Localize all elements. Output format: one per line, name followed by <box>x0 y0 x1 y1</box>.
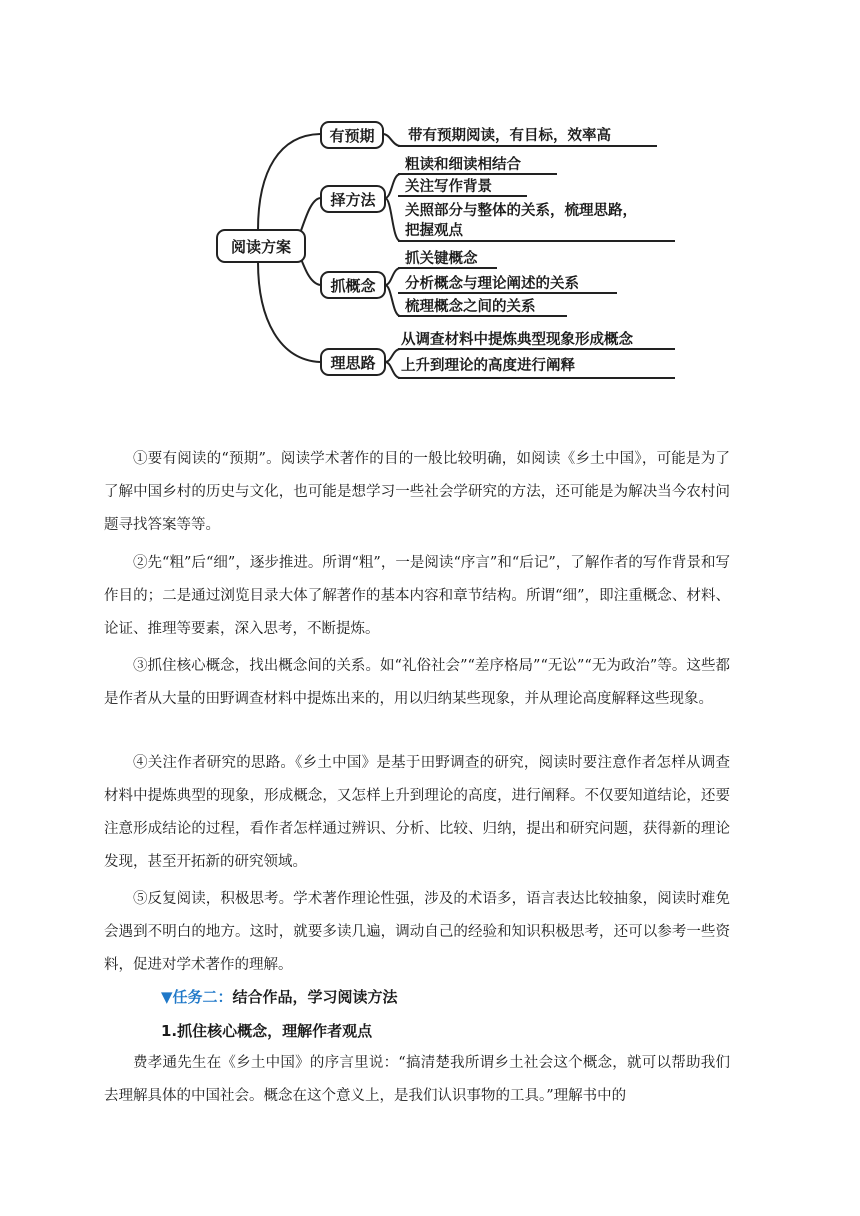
mindmap-root: 阅读方案 <box>216 229 306 263</box>
connector-branch-4-down <box>385 362 400 378</box>
task-marker: ▼任务二： <box>161 988 233 1006</box>
mindmap-leaf: 带有预期阅读，有目标，效率高 <box>408 128 611 144</box>
section-heading: 1.抓住核心概念，理解作者观点 <box>161 1022 373 1040</box>
mindmap-leaf: 从调查材料中提炼典型现象形成概念 <box>401 332 633 348</box>
connector-root-branch-1 <box>258 134 320 230</box>
mindmap-branch-concept: 抓概念 <box>320 271 386 299</box>
mindmap-leaf: 抓关键概念 <box>405 251 478 267</box>
task-heading <box>161 986 398 1007</box>
mindmap-leaf: 把握观点 <box>405 223 463 239</box>
mindmap-branch-reasoning: 理思路 <box>320 348 386 376</box>
mindmap-leaf: 关照部分与整体的关系，梳理思路， <box>405 203 637 219</box>
connector-branch-1 <box>383 134 400 146</box>
connector-branch-3-up <box>385 268 400 285</box>
mindmap-leaf: 梳理概念之间的关系 <box>405 299 536 315</box>
connector-branch-2-down <box>385 198 400 241</box>
task-title: 结合作品，学习阅读方法 <box>232 988 398 1006</box>
paragraph-concept-intro: 费孝通先生在《乡土中国》的序言里说：“搞清楚我所谓乡土社会这个概念，就可以帮助我们去理解具体的中国社会。概念在这个意义上，是我们认识事物的工具。”理解书中的 <box>104 1055 730 1104</box>
paragraph-coarse-fine: ②先“粗”后“细”，逐步推进。所谓“粗”，一是阅读“序言”和“后记”，了解作者的写作背景和写作目的；二是通过浏览目录大体了解著作的基本内容和章节结构。所谓“细”，即注重概念、材料、论证、推理等要素，深入思考，不断提炼。 <box>104 555 730 637</box>
mindmap-leaf: 关注写作背景 <box>405 179 492 195</box>
mindmap-leaf: 分析概念与理论阐述的关系 <box>405 276 579 292</box>
paragraph-expectation: ①要有阅读的“预期”。阅读学术著作的目的一般比较明确，如阅读《乡土中国》，可能是为了了解中国乡村的历史与文化，也可能是想学习一些社会学研究的方法，还可能是为解决当今农村问题寻找答案等等。 <box>104 451 730 533</box>
mindmap-leaf: 上升到理论的高度进行阐释 <box>401 358 575 374</box>
mindmap-branch-method: 择方法 <box>320 185 386 213</box>
paragraph-research-approach: ④关注作者研究的思路。《乡土中国》是基于田野调查的研究，阅读时要注意作者怎样从调查材料中提炼典型的现象，形成概念，又怎样上升到理论的高度，进行阐释。不仅要知道结论，还要注意形成结论的过程，看作者怎样通过辨识、分析、比较、归纳，提出和研究问题，获得新的理论发现，甚至开拓新的研究领域。 <box>104 755 730 870</box>
mindmap-branch-expectation: 有预期 <box>320 121 384 149</box>
paragraph-core-concepts: ③抓住核心概念，找出概念间的关系。如“礼俗社会”“差序格局”“无讼”“无为政治”等。这些都是作者从大量的田野调查材料中提炼出来的，用以归纳某些现象，并从理论高度解释这些现象。 <box>104 658 730 707</box>
mindmap-leaf: 粗读和细读相结合 <box>405 157 521 173</box>
connector-branch-2-up <box>385 174 400 198</box>
connector-branch-3-down <box>385 285 400 316</box>
connector-branch-4-up <box>385 349 400 362</box>
paragraph-repeated-reading: ⑤反复阅读，积极思考。学术著作理论性强，涉及的术语多，语言表达比较抽象，阅读时难免会遇到不明白的地方。这时，就要多读几遍，调动自己的经验和知识积极思考，还可以参考一些资料，促进对学术著作的理解。 <box>104 891 730 973</box>
